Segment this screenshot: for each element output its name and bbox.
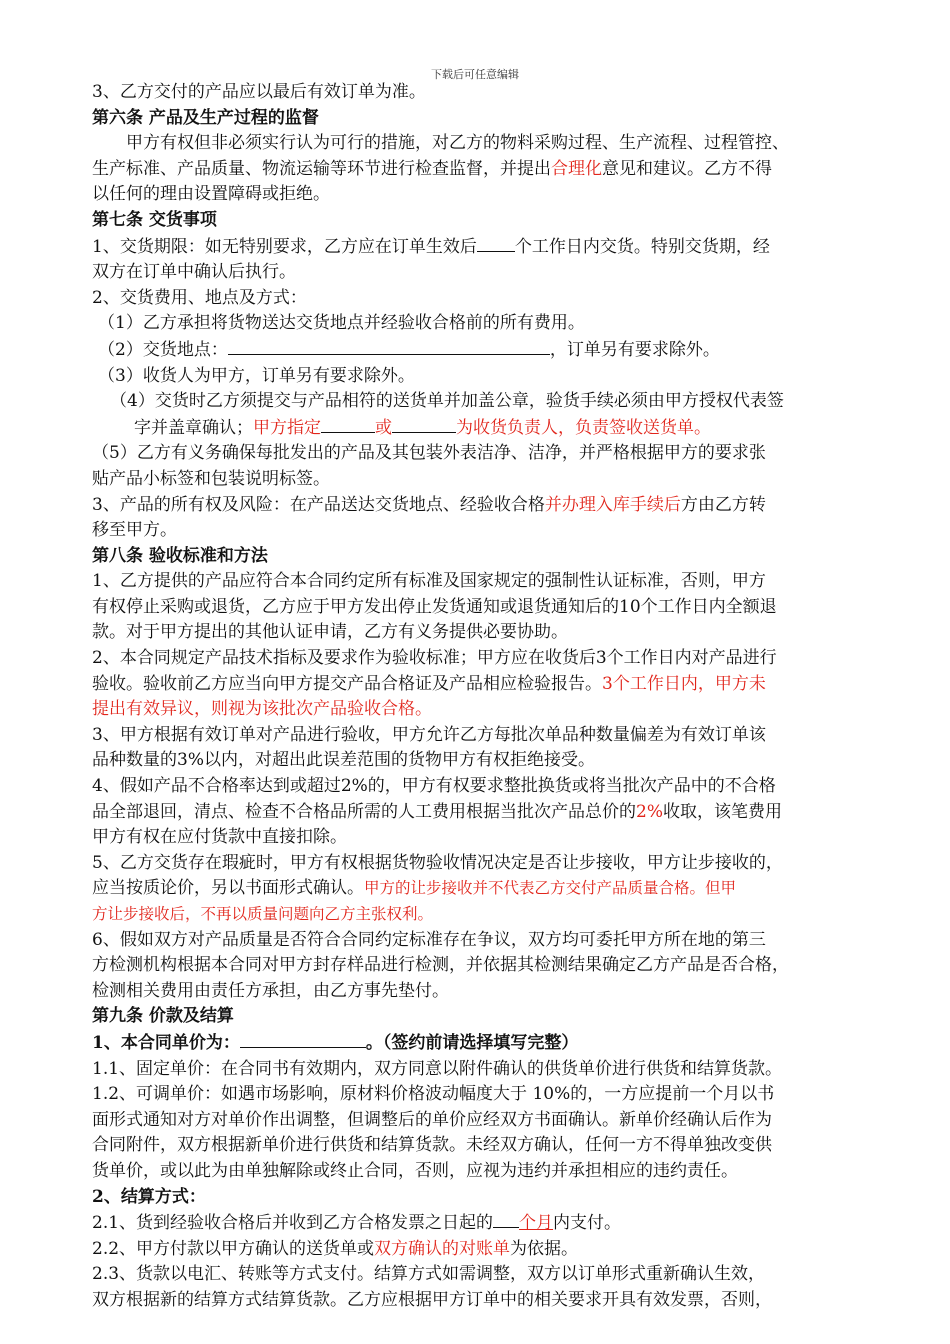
clause-line: 款。对于甲方提出的其他认证申请，乙方有义务提供必要协助。 — [92, 622, 568, 643]
clause-line: 3、乙方交付的产品应以最后有效订单为准。 — [92, 82, 426, 102]
fill-blank[interactable] — [240, 1030, 366, 1048]
clause-line: 1.2、可调单价：如遇市场影响，原材料价格波动幅度大于 10%的，一方应提前一个月以书 — [92, 1084, 775, 1105]
clause-line: 有权停止采购或退货，乙方应于甲方发出停止发货通知或退货通知后的10个工作日内全额退 — [92, 596, 777, 617]
clause-line: 以任何的理由设置障碍或拒绝。 — [92, 184, 330, 205]
clause-line: 生产标准、产品质量、物流运输等环节进行检查监督，并提出合理化意见和建议。乙方不得 — [92, 158, 772, 179]
clause-line: 1、本合同单价为： 。（签约前请选择填写完整） — [92, 1030, 870, 1057]
fill-blank[interactable] — [392, 415, 456, 433]
clause-line: 检测相关费用由责任方承担，由乙方事先垫付。 — [92, 980, 449, 1001]
clause-line: 2.1、货到经验收合格后并收到乙方合格发票之日起的 个月内支付。 — [92, 1210, 870, 1237]
clause-line: 双方在订单中确认后执行。 — [92, 262, 296, 283]
clause-line: 方让步接收后，不再以质量问题向乙方主张权利。 — [92, 905, 434, 923]
section-heading: 2、结算方式： — [92, 1186, 206, 1207]
clause-line: 3、甲方根据有效订单对产品进行验收，甲方允许乙方每批次单品种数量偏差为有效订单该 — [92, 724, 766, 745]
clause-line: 2.2、甲方付款以甲方确认的送货单或双方确认的对账单为依据。 — [92, 1238, 579, 1259]
clause-line: 1、交货期限：如无特别要求，乙方应在订单生效后 个工作日内交货。特别交货期，经 — [92, 234, 870, 261]
clause-line: 甲方有权在应付货款中直接扣除。 — [92, 827, 347, 848]
clause-line: 应当按质论价，另以书面形式确认。甲方的让步接收并不代表乙方交付产品质量合格。但甲 — [92, 878, 737, 899]
clause-line: 4、假如产品不合格率达到或超过2%的，甲方有权要求整批换货或将当批次产品中的不合格 — [92, 776, 776, 797]
fill-blank[interactable] — [477, 234, 515, 252]
clause-line: 1、乙方提供的产品应符合本合同约定所有标准及国家规定的强制性认证标准，否则，甲方 — [92, 571, 766, 592]
clause-line: （2）交货地点： ，订单另有要求除外。 — [92, 337, 870, 364]
section-heading: 第八条 验收标准和方法 — [92, 545, 268, 566]
fill-blank[interactable] — [493, 1210, 519, 1228]
clause-line: （3）收货人为甲方，订单另有要求除外。 — [98, 365, 415, 386]
clause-line: 双方根据新的结算方式结算货款。乙方应根据甲方订单中的相关要求开具有效发票，否则， — [92, 1289, 772, 1310]
clause-line: 面形式通知对方对单价作出调整，但调整后的单价应经双方书面确认。新单价经确认后作为 — [92, 1109, 772, 1130]
clause-line: 2.3、货款以电汇、转账等方式支付。结算方式如需调整，双方以订单形式重新确认生效， — [92, 1264, 766, 1285]
clause-line: 验收。验收前乙方应当向甲方提交产品合格证及产品相应检验报告。3个工作日内，甲方未 — [92, 673, 766, 694]
clause-line: 移至甲方。 — [92, 520, 177, 541]
clause-line: 品全部退回，清点、检查不合格品所需的人工费用根据当批次产品总价的2%收取，该笔费用 — [92, 801, 782, 822]
clause-line: 方检测机构根据本合同对甲方封存样品进行检测，并依据其检测结果确定乙方产品是否合格， — [92, 955, 789, 976]
clause-line: 6、假如双方对产品质量是否符合合同约定标准存在争议，双方均可委托甲方所在地的第三 — [92, 929, 766, 950]
clause-line: 5、乙方交货存在瑕疵时，甲方有权根据货物验收情况决定是否让步接收，甲方让步接收的， — [92, 852, 783, 873]
section-heading: 第六条 产品及生产过程的监督 — [92, 107, 319, 128]
page-header: 下载后可任意编辑 — [431, 68, 519, 81]
clause-line: 2、本合同规定产品技术指标及要求作为验收标准；甲方应在收货后3个工作日内对产品进行 — [92, 648, 777, 669]
contract-body — [92, 80, 870, 1314]
clause-line: （4）交货时乙方须提交与产品相符的送货单并加盖公章，验货手续必须由甲方授权代表签 — [110, 391, 784, 412]
clause-line: 3、产品的所有权及风险：在产品送达交货地点、经验收合格并办理入库手续后方由乙方转 — [92, 494, 766, 515]
clause-line: 货单价，或以此为由单独解除或终止合同，否则，应视为违约并承担相应的违约责任。 — [92, 1160, 738, 1181]
clause-line: 提出有效异议，则视为该批次产品验收合格。 — [92, 699, 432, 720]
clause-line: （5）乙方有义务确保每批发出的产品及其包装外表洁净、洁净，并严格根据甲方的要求张 — [92, 443, 766, 464]
fill-blank[interactable] — [228, 337, 550, 355]
clause-line: 字并盖章确认；甲方指定 或 为收货负责人，负责签收送货单。 — [92, 415, 870, 442]
clause-line: 甲方有权但非必须实行认为可行的措施，对乙方的物料采购过程、生产流程、过程管控、 — [126, 133, 789, 154]
clause-line: 贴产品小标签和包装说明标签。 — [92, 468, 330, 489]
clause-line: （1）乙方承担将货物送达交货地点并经验收合格前的所有费用。 — [98, 313, 585, 334]
clause-line: 品种数量的3%以内，对超出此误差范围的货物甲方有权拒绝接受。 — [92, 750, 595, 771]
section-heading: 第九条 价款及结算 — [92, 1006, 234, 1027]
clause-line: 合同附件，双方根据新单价进行供货和结算货款。未经双方确认，任何一方不得单独改变供 — [92, 1135, 772, 1156]
fill-blank[interactable] — [321, 415, 375, 433]
highlight-text: 合理化 — [551, 158, 602, 179]
clause-line: 1.1、固定单价：在合同书有效期内，双方同意以附件确认的供货单价进行供货和结算货款。 — [92, 1058, 783, 1079]
clause-line: 2、交货费用、地点及方式： — [92, 287, 307, 308]
section-heading: 第七条 交货事项 — [92, 209, 217, 230]
